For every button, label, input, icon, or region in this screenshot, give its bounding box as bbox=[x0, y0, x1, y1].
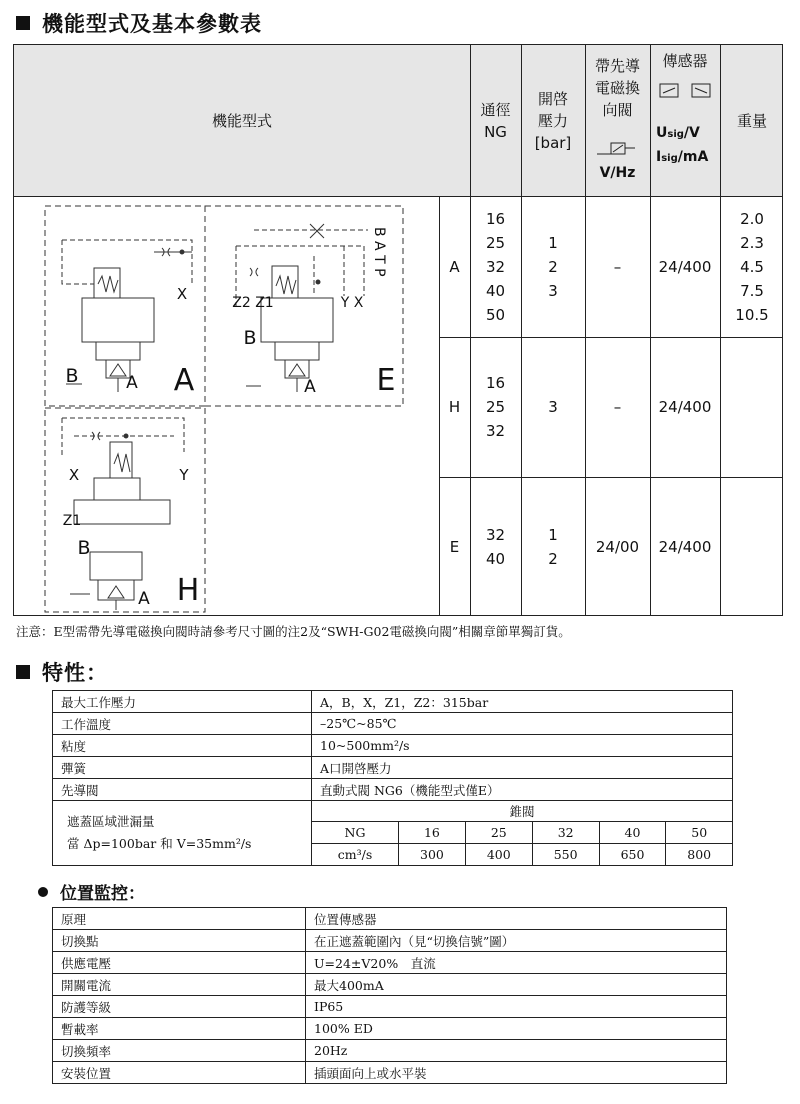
row-a-sensor: 24/400 bbox=[658, 257, 712, 276]
diagram-a-port-x: X bbox=[176, 285, 188, 303]
diagram-h-title: H bbox=[176, 573, 200, 608]
diagram-e-port-a: A bbox=[304, 377, 316, 397]
row-h-sensor: 24/400 bbox=[658, 398, 712, 416]
section-title: 位置監控： bbox=[60, 884, 145, 904]
position-monitoring-table bbox=[52, 907, 727, 1084]
table-row: 原理 位置傳感器 bbox=[53, 908, 727, 930]
characteristics-table bbox=[52, 690, 733, 866]
section-header-position-monitoring bbox=[16, 879, 145, 904]
diagram-h-port-a: A bbox=[138, 589, 150, 609]
function-parameter-table bbox=[13, 44, 783, 616]
section-title: 特性： bbox=[42, 661, 108, 685]
valve-type-label: 錐閥 bbox=[312, 801, 732, 822]
round-bullet-icon bbox=[38, 887, 48, 897]
table-row: 供應電壓 U=24±V20% 直流 bbox=[53, 952, 727, 974]
row-a-ng: 16 25 32 40 50 bbox=[485, 209, 506, 324]
diagram-h-port-b: B bbox=[77, 537, 91, 559]
table-row: 防護等級 IP65 bbox=[53, 996, 727, 1018]
diagram-h-port-y: Y bbox=[179, 466, 189, 484]
row-e-cracking: 1 2 bbox=[548, 526, 558, 568]
leakage-row: 遮蓋區域泄漏量 當 Δp=100bar 和 V=35mm²/s 錐閥 NG 16 25 32 40 50 cm³/s 300 400 550 650 800 bbox=[53, 801, 733, 866]
table-row: 先導閥 直動式閥 NG6（機能型式僅E） bbox=[53, 779, 733, 801]
row-a-cracking: 1 2 3 bbox=[548, 233, 558, 300]
table-row: 暫載率 100% ED bbox=[53, 1018, 727, 1040]
diagram-a-port-a: A bbox=[126, 373, 138, 393]
diagram-a-title: A bbox=[173, 363, 195, 398]
footnote: 注意：E型需帶先導電磁換向閥時請參考尺寸圖的注2及“SWH-G02電磁換向閥”相關章節單獨訂貨。 bbox=[16, 624, 571, 639]
square-bullet-icon bbox=[16, 16, 30, 30]
row-type-h: H bbox=[448, 398, 461, 416]
row-e-sensor: 24/400 bbox=[658, 538, 712, 556]
diagram-h-port-x: X bbox=[68, 466, 80, 484]
diagram-h-port-z1: Z1 bbox=[62, 513, 82, 529]
row-a-pilot: – bbox=[613, 257, 622, 276]
row-a-weight: 2.0 2.3 4.5 7.5 10.5 bbox=[735, 209, 769, 324]
col-header-function: 機能型式 bbox=[211, 111, 272, 130]
col-header-cracking-pressure: 開啓 壓力 [bar] bbox=[534, 89, 572, 152]
sensor-symbol-icon bbox=[658, 81, 714, 101]
section-title: 機能型式及基本參數表 bbox=[42, 12, 262, 36]
diagram-e-title: E bbox=[376, 363, 396, 398]
row-h-cracking: 3 bbox=[548, 398, 558, 416]
row-h-pilot: – bbox=[613, 398, 622, 416]
diagram-e-batp: B A T P bbox=[371, 227, 387, 277]
row-e-ng: 32 40 bbox=[485, 526, 506, 568]
table-row: 彈簧 A口開啓壓力 bbox=[53, 757, 733, 779]
row-e-pilot: 24/00 bbox=[595, 538, 640, 556]
solenoid-valve-icon bbox=[595, 139, 641, 159]
table-row: 切換點 在正遮蓋範圍內（見“切換信號”圖） bbox=[53, 930, 727, 952]
col-header-sensor: 傳感器 Usig/V Isig/mA bbox=[650, 45, 720, 196]
row-type-a: A bbox=[449, 257, 460, 276]
table-row: 安裝位置 插頭面向上或水平裝 bbox=[53, 1062, 727, 1084]
table-row: 工作溫度 –25℃~85℃ bbox=[53, 713, 733, 735]
diagram-e-port-b: B bbox=[243, 327, 257, 349]
diagram-e-yx: Y X bbox=[340, 295, 364, 311]
leakage-subtable: 錐閥 NG 16 25 32 40 50 cm³/s 300 400 550 650 800 bbox=[312, 801, 732, 865]
diagram-a-port-b: B bbox=[65, 365, 79, 387]
section-header-characteristics bbox=[16, 657, 108, 687]
square-bullet-icon bbox=[16, 665, 30, 679]
col-header-pilot-valve: 帶先導 電磁換 向閥 V/Hz bbox=[594, 57, 640, 181]
col-header-weight: 重量 bbox=[736, 111, 767, 130]
table-row: 開關電流 最大400mA bbox=[53, 974, 727, 996]
col-header-ng: 通徑 NG bbox=[480, 100, 511, 141]
diagram-e-z2z1: Z2 Z1 bbox=[232, 295, 274, 311]
row-h-ng: 16 25 32 bbox=[485, 374, 506, 440]
table-row: 切換頻率 20Hz bbox=[53, 1040, 727, 1062]
section-header-functions bbox=[16, 8, 262, 38]
table-row: 粘度 10~500mm²/s bbox=[53, 735, 733, 757]
table-row: 最大工作壓力 A，B，X，Z1，Z2：315bar bbox=[53, 691, 733, 713]
row-type-e: E bbox=[449, 538, 460, 556]
